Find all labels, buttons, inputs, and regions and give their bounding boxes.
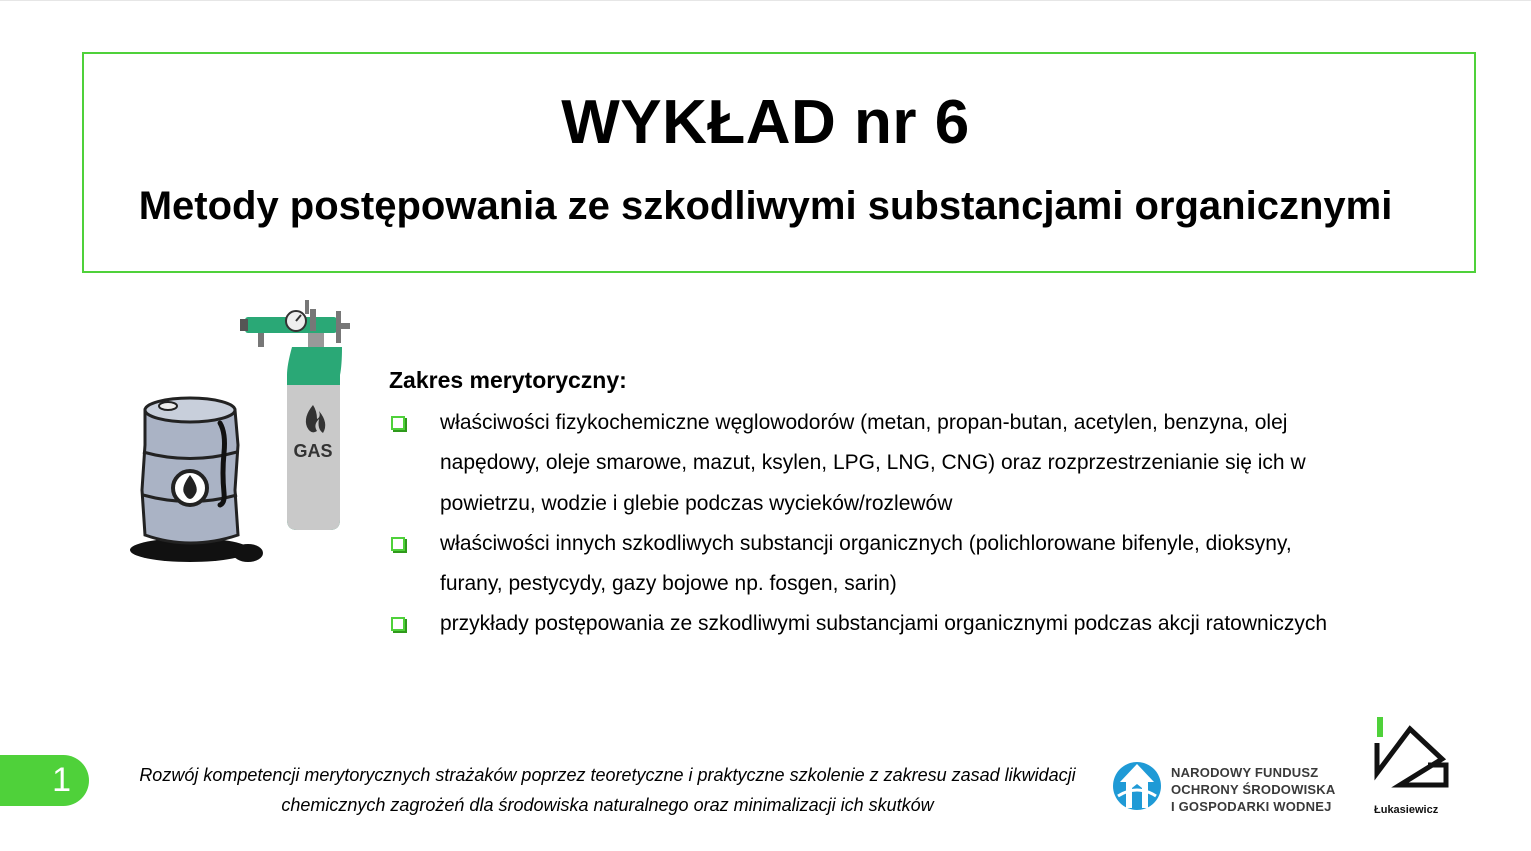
gas-cylinder-icon [240, 300, 350, 530]
checkbox-bullet-icon [391, 537, 405, 551]
list-item-text: przykłady postępowania ze szkodliwymi substancjami organicznymi podczas akcji ratowniczych [440, 612, 1328, 636]
title-frame [82, 52, 1476, 273]
nfos-emblem-icon [1112, 758, 1164, 814]
nfos-line-1: NARODOWY FUNDUSZ [1171, 765, 1319, 780]
list-item-text: właściwości innych szkodliwych substancji organicznych (polichlorowane bifenyle, dioksyny, furany, pestycydy, gazy bojowe np. fosgen, sarin) [440, 531, 1292, 596]
lukasiewicz-label: Łukasiewicz [1374, 804, 1439, 816]
list-item-text: właściwości fizykochemiczne węglowodorów (metan, propan-butan, acetylen, benzyna, olej napędowy, oleje smarowe, mazut, ksylen, LPG, LNG, CNG) oraz rozprzestrzenianie się ich w powietrzu, wodzie i glebie podczas wycieków/rozlewów [440, 411, 1306, 515]
nfos-line-2: OCHRONY ŚRODOWISKA [1171, 782, 1336, 797]
top-divider [0, 0, 1531, 1]
nfos-logo [1112, 758, 1342, 818]
gas-label: GAS [293, 441, 333, 461]
page-subtitle: Metody postępowania ze szkodliwymi substancjami organicznymi [138, 184, 1393, 228]
oil-barrel-icon [130, 398, 263, 562]
section-heading: Zakres merytoryczny: [389, 367, 627, 393]
page-number-badge: 1 [0, 755, 89, 806]
checkbox-bullet-icon [391, 617, 405, 631]
list-item [389, 403, 1349, 524]
page-title: WYKŁAD nr 6 [561, 88, 970, 157]
nfos-line-3: I GOSPODARKI WODNEJ [1171, 799, 1332, 814]
scope-list [389, 403, 1349, 645]
footer-project-text: Rozwój kompetencji merytorycznych strażaków poprzez teoretyczne i praktyczne szkolenie z zakresu zasad likwidacji chemicznych zagrożeń dla środowiska naturalnego oraz minimalizacji ich skutków [139, 765, 1076, 815]
list-item [389, 524, 1349, 605]
hazard-illustration [130, 295, 365, 575]
checkbox-bullet-icon [391, 416, 405, 430]
list-item [389, 604, 1349, 644]
